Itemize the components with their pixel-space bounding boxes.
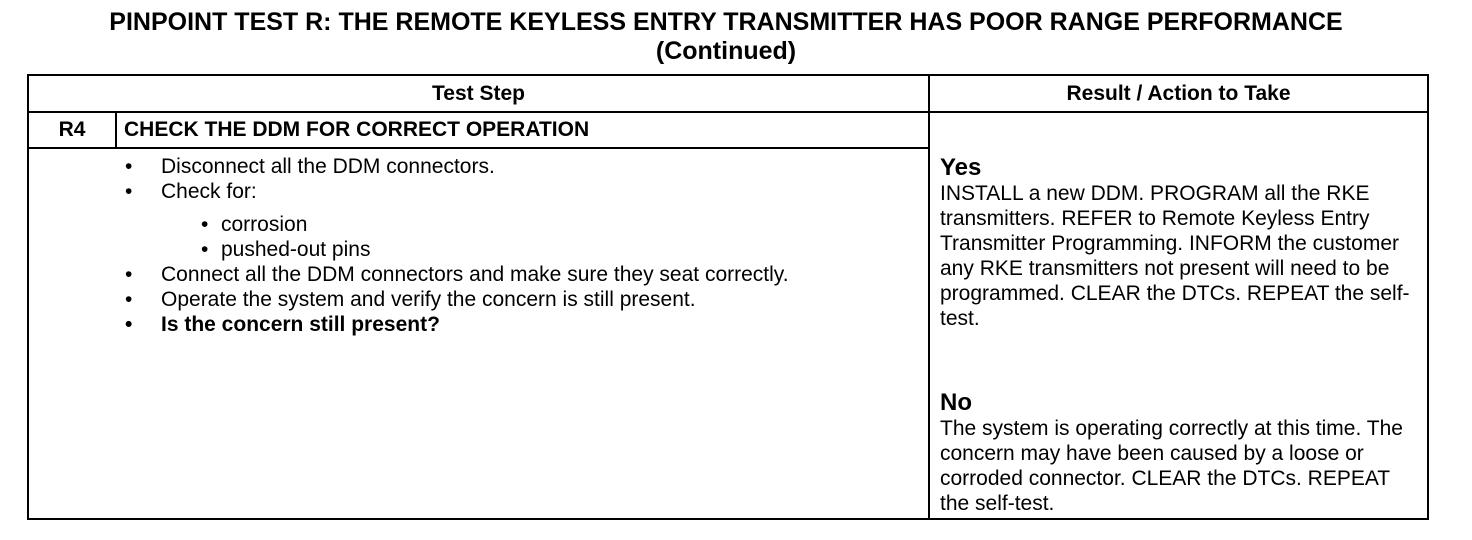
bullet-icon: • bbox=[125, 180, 133, 203]
list-item-text: Disconnect all the DDM connectors. bbox=[161, 155, 495, 178]
sub-list bbox=[161, 212, 923, 262]
sub-list-item-text: pushed-out pins bbox=[221, 238, 371, 261]
list-item bbox=[123, 154, 923, 179]
result-no bbox=[940, 389, 1420, 516]
list-item-text: Connect all the DDM connectors and make sure they seat correctly. bbox=[161, 263, 789, 286]
list-item-text: Operate the system and verify the concern is still present. bbox=[161, 288, 696, 311]
header-test-step: Test Step bbox=[432, 82, 525, 105]
step-id: R4 bbox=[58, 118, 86, 141]
pinpoint-test-table bbox=[27, 74, 1429, 520]
result-no-label: No bbox=[940, 389, 972, 416]
page-title bbox=[0, 8, 1452, 66]
step-title: CHECK THE DDM FOR CORRECT OPERATION bbox=[124, 118, 590, 141]
list-item bbox=[123, 312, 923, 337]
step-row-divider bbox=[29, 147, 929, 149]
result-yes bbox=[940, 154, 1420, 331]
title-line-2: (Continued) bbox=[655, 37, 797, 65]
bullet-icon: • bbox=[125, 155, 133, 178]
title-line-1: PINPOINT TEST R: THE REMOTE KEYLESS ENTRY TRANSMITTER HAS POOR RANGE PERFORMANCE bbox=[109, 8, 1343, 36]
result-yes-text: INSTALL a new DDM. PROGRAM all the RKE transmitters. REFER to Remote Keyless Entry Transmitter Programming. INFORM the customer any RKE transmitters not present will need to be programmed. CLEAR the DTCs. REPEAT the self-test. bbox=[940, 182, 1410, 330]
step-id-divider bbox=[115, 113, 117, 148]
list-item-question: Is the concern still present? bbox=[161, 313, 440, 336]
list-item bbox=[123, 262, 923, 287]
bullet-icon: • bbox=[125, 313, 133, 336]
header-result-action: Result / Action to Take bbox=[1066, 82, 1291, 105]
bullet-icon: • bbox=[201, 213, 209, 236]
bullet-icon: • bbox=[201, 238, 209, 261]
sub-list-item-text: corrosion bbox=[221, 213, 308, 236]
sub-list-item bbox=[201, 237, 923, 262]
result-yes-label: Yes bbox=[940, 154, 982, 181]
list-item bbox=[123, 179, 923, 262]
list-item-text: Check for: bbox=[161, 180, 257, 203]
sub-list-item bbox=[201, 212, 923, 237]
result-no-text: The system is operating correctly at this time. The concern may have been caused by a loose or corroded connector. CLEAR the DTCs. REPEAT the self-test. bbox=[940, 417, 1403, 515]
column-divider bbox=[928, 76, 930, 518]
step-instructions bbox=[123, 154, 923, 337]
list-item bbox=[123, 287, 923, 312]
bullet-icon: • bbox=[125, 288, 133, 311]
bullet-icon: • bbox=[125, 263, 133, 286]
